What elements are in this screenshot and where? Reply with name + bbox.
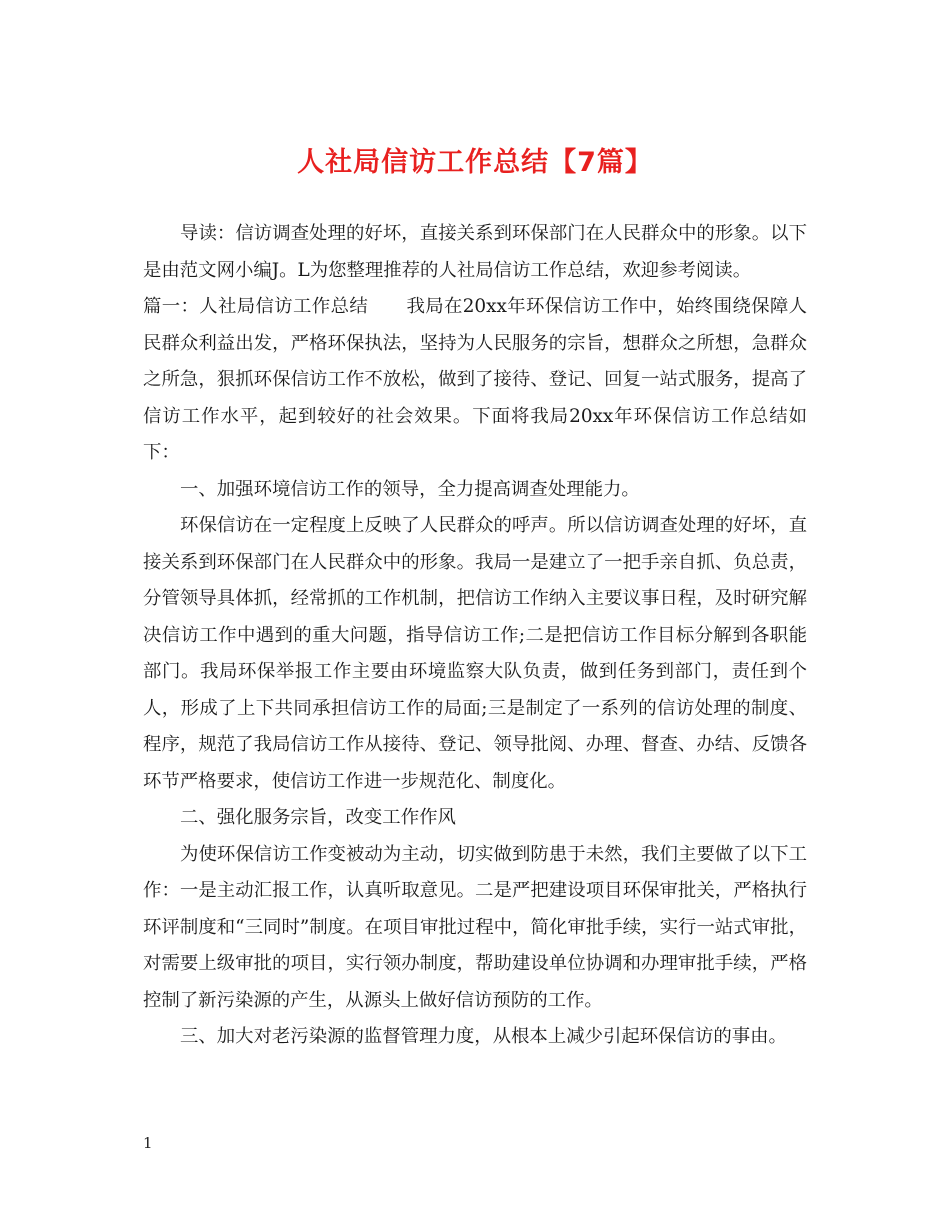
- part1-opening: 我局在20xx年环保信访工作中，始终围绕保障人民群众利益出发，严格环保执法，坚持为人民服务的宗旨，想群众之所想，急群众之所急，狠抓环保信访工作不放松，做到了接待、登记、回复一站式服务，提高了信访工作水平，起到较好的社会效果。下面将我局20xx年环保信访工作总结如下：: [143, 296, 807, 463]
- part1-heading: 篇一：人社局信访工作总结: [143, 296, 369, 317]
- section1-body: 环保信访在一定程度上反映了人民群众的呼声。所以信访调查处理的好坏，直接关系到环保部门在人民群众中的形象。我局一是建立了一把手亲自抓、负总责，分管领导具体抓，经常抓的工作机制，把信访工作纳入主要议事日程，及时研究解决信访工作中遇到的重大问题，指导信访工作;二是把信访工作目标分解到各职能部门。我局环保举报工作主要由环境监察大队负责，做到任务到部门，责任到个人，形成了上下共同承担信访工作的局面;三是制定了一系列的信访处理的制度、程序，规范了我局信访工作从接待、登记、领导批阅、办理、督查、办结、反馈各环节严格要求，使信访工作进一步规范化、制度化。: [143, 515, 807, 792]
- document-title: 人社局信访工作总结【7篇】: [297, 147, 653, 178]
- section2-heading: 二、强化服务宗旨，改变工作作风: [180, 807, 456, 828]
- page-number: 1: [143, 1134, 153, 1152]
- part1-paragraph: [143, 289, 807, 472]
- intro-paragraph: 导读：信访调查处理的好坏，直接关系到环保部门在人民群众中的形象。以下是由范文网小编J。L为您整理推荐的人社局信访工作总结，欢迎参考阅读。: [143, 223, 807, 281]
- section1-heading: 一、加强环境信访工作的领导，全力提高调查处理能力。: [180, 478, 640, 500]
- section3-heading: 三、加大对老污染源的监督管理力度，从根本上减少引起环保信访的事由。: [180, 1026, 787, 1047]
- document-body: [143, 216, 807, 1056]
- section2-body: 为使环保信访工作变被动为主动，切实做到防患于未然，我们主要做了以下工作：一是主动汇报工作，认真听取意见。二是严把建设项目环保审批关，严格执行环评制度和“三同时”制度。在项目审批过程中，简化审批手续，实行一站式审批，对需要上级审批的项目，实行领办制度，帮助建设单位协调和办理审批手续，严格控制了新污染源的产生，从源头上做好信访预防的工作。: [143, 843, 807, 1011]
